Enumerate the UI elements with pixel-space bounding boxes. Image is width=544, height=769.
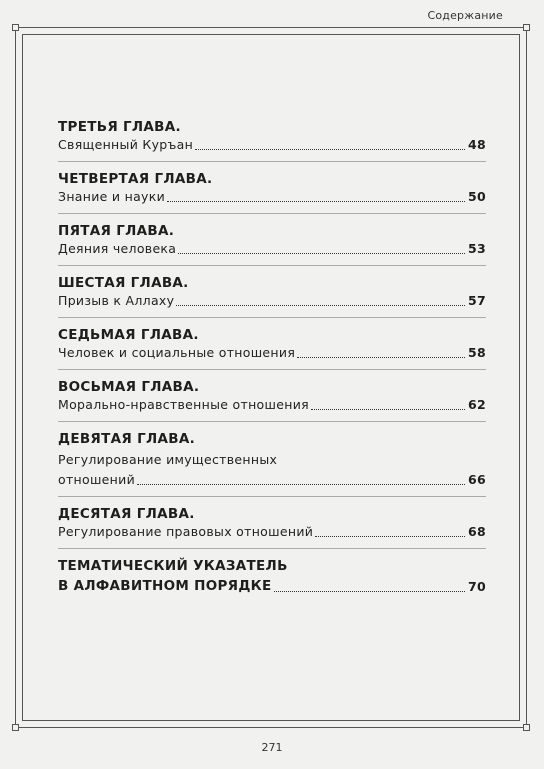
toc-title-line — [58, 578, 486, 595]
page-number: 57 — [468, 293, 486, 308]
toc-title-line — [58, 292, 486, 309]
index-heading-line-1: ТЕМАТИЧЕСКИЙ УКАЗАТЕЛЬ — [58, 558, 288, 574]
toc-title-line — [58, 471, 486, 488]
entry-divider — [58, 213, 486, 214]
toc-entry[interactable] — [58, 378, 486, 413]
toc-title-line — [58, 188, 486, 205]
page-number: 68 — [468, 524, 486, 539]
index-heading-line-2: В АЛФАВИТНОМ ПОРЯДКЕ — [58, 578, 272, 594]
toc-entry[interactable] — [58, 557, 486, 595]
chapter-heading: СЕДЬМАЯ ГЛАВА. — [58, 327, 199, 343]
frame-corner-ornament — [12, 724, 19, 731]
toc-title-line — [58, 240, 486, 257]
frame-corner-ornament — [12, 24, 19, 31]
toc-title-line — [58, 136, 486, 153]
entry-divider — [58, 496, 486, 497]
chapter-title: Морально-нравственные отношения — [58, 397, 309, 412]
chapter-title: Человек и социальные отношения — [58, 345, 296, 360]
chapter-heading: ВОСЬМАЯ ГЛАВА. — [58, 379, 200, 395]
dot-leader — [195, 148, 465, 150]
page-number: 50 — [468, 189, 486, 204]
entry-divider — [58, 548, 486, 549]
dot-leader — [137, 483, 465, 485]
page-number: 62 — [468, 397, 486, 412]
toc-entry[interactable] — [58, 170, 486, 205]
chapter-heading: ТРЕТЬЯ ГЛАВА. — [58, 119, 181, 135]
frame-corner-ornament — [523, 724, 530, 731]
table-of-contents — [58, 118, 486, 595]
chapter-heading: ЧЕТВЕРТАЯ ГЛАВА. — [58, 171, 213, 187]
chapter-title-line-2: отношений — [58, 472, 135, 487]
toc-entry[interactable] — [58, 326, 486, 361]
toc-entry[interactable] — [58, 430, 486, 488]
frame-corner-ornament — [523, 24, 530, 31]
chapter-title: Призыв к Аллаху — [58, 293, 175, 308]
entry-divider — [58, 421, 486, 422]
dot-leader — [274, 590, 465, 592]
dot-leader — [167, 200, 465, 202]
entry-divider — [58, 369, 486, 370]
page-number: 53 — [468, 241, 486, 256]
chapter-title-line-1: Регулирование имущественных — [58, 452, 278, 467]
toc-title-line — [58, 396, 486, 413]
toc-entry[interactable] — [58, 118, 486, 153]
page-number: 58 — [468, 345, 486, 360]
chapter-heading: ПЯТАЯ ГЛАВА. — [58, 223, 175, 239]
chapter-heading: ДЕСЯТАЯ ГЛАВА. — [58, 506, 195, 522]
dot-leader — [315, 535, 465, 537]
toc-title-line — [58, 523, 486, 540]
chapter-title: Деяния человека — [58, 241, 177, 256]
chapter-heading: ДЕВЯТАЯ ГЛАВА. — [58, 431, 196, 447]
dot-leader — [178, 252, 465, 254]
toc-entry[interactable] — [58, 505, 486, 540]
dot-leader — [297, 356, 465, 358]
entry-divider — [58, 317, 486, 318]
entry-divider — [58, 161, 486, 162]
dot-leader — [176, 304, 465, 306]
running-head: Содержание — [427, 9, 503, 22]
chapter-title: Знание и науки — [58, 189, 166, 204]
page-number-footer: 271 — [261, 741, 283, 754]
entry-divider — [58, 265, 486, 266]
chapter-title: Регулирование правовых отношений — [58, 524, 314, 539]
page-number: 66 — [468, 472, 486, 487]
toc-title-line — [58, 344, 486, 361]
chapter-title: Священный Куръан — [58, 137, 194, 152]
toc-entry[interactable] — [58, 222, 486, 257]
page-number: 70 — [468, 579, 486, 594]
chapter-heading: ШЕСТАЯ ГЛАВА. — [58, 275, 189, 291]
page-number: 48 — [468, 137, 486, 152]
dot-leader — [311, 408, 465, 410]
toc-entry[interactable] — [58, 274, 486, 309]
